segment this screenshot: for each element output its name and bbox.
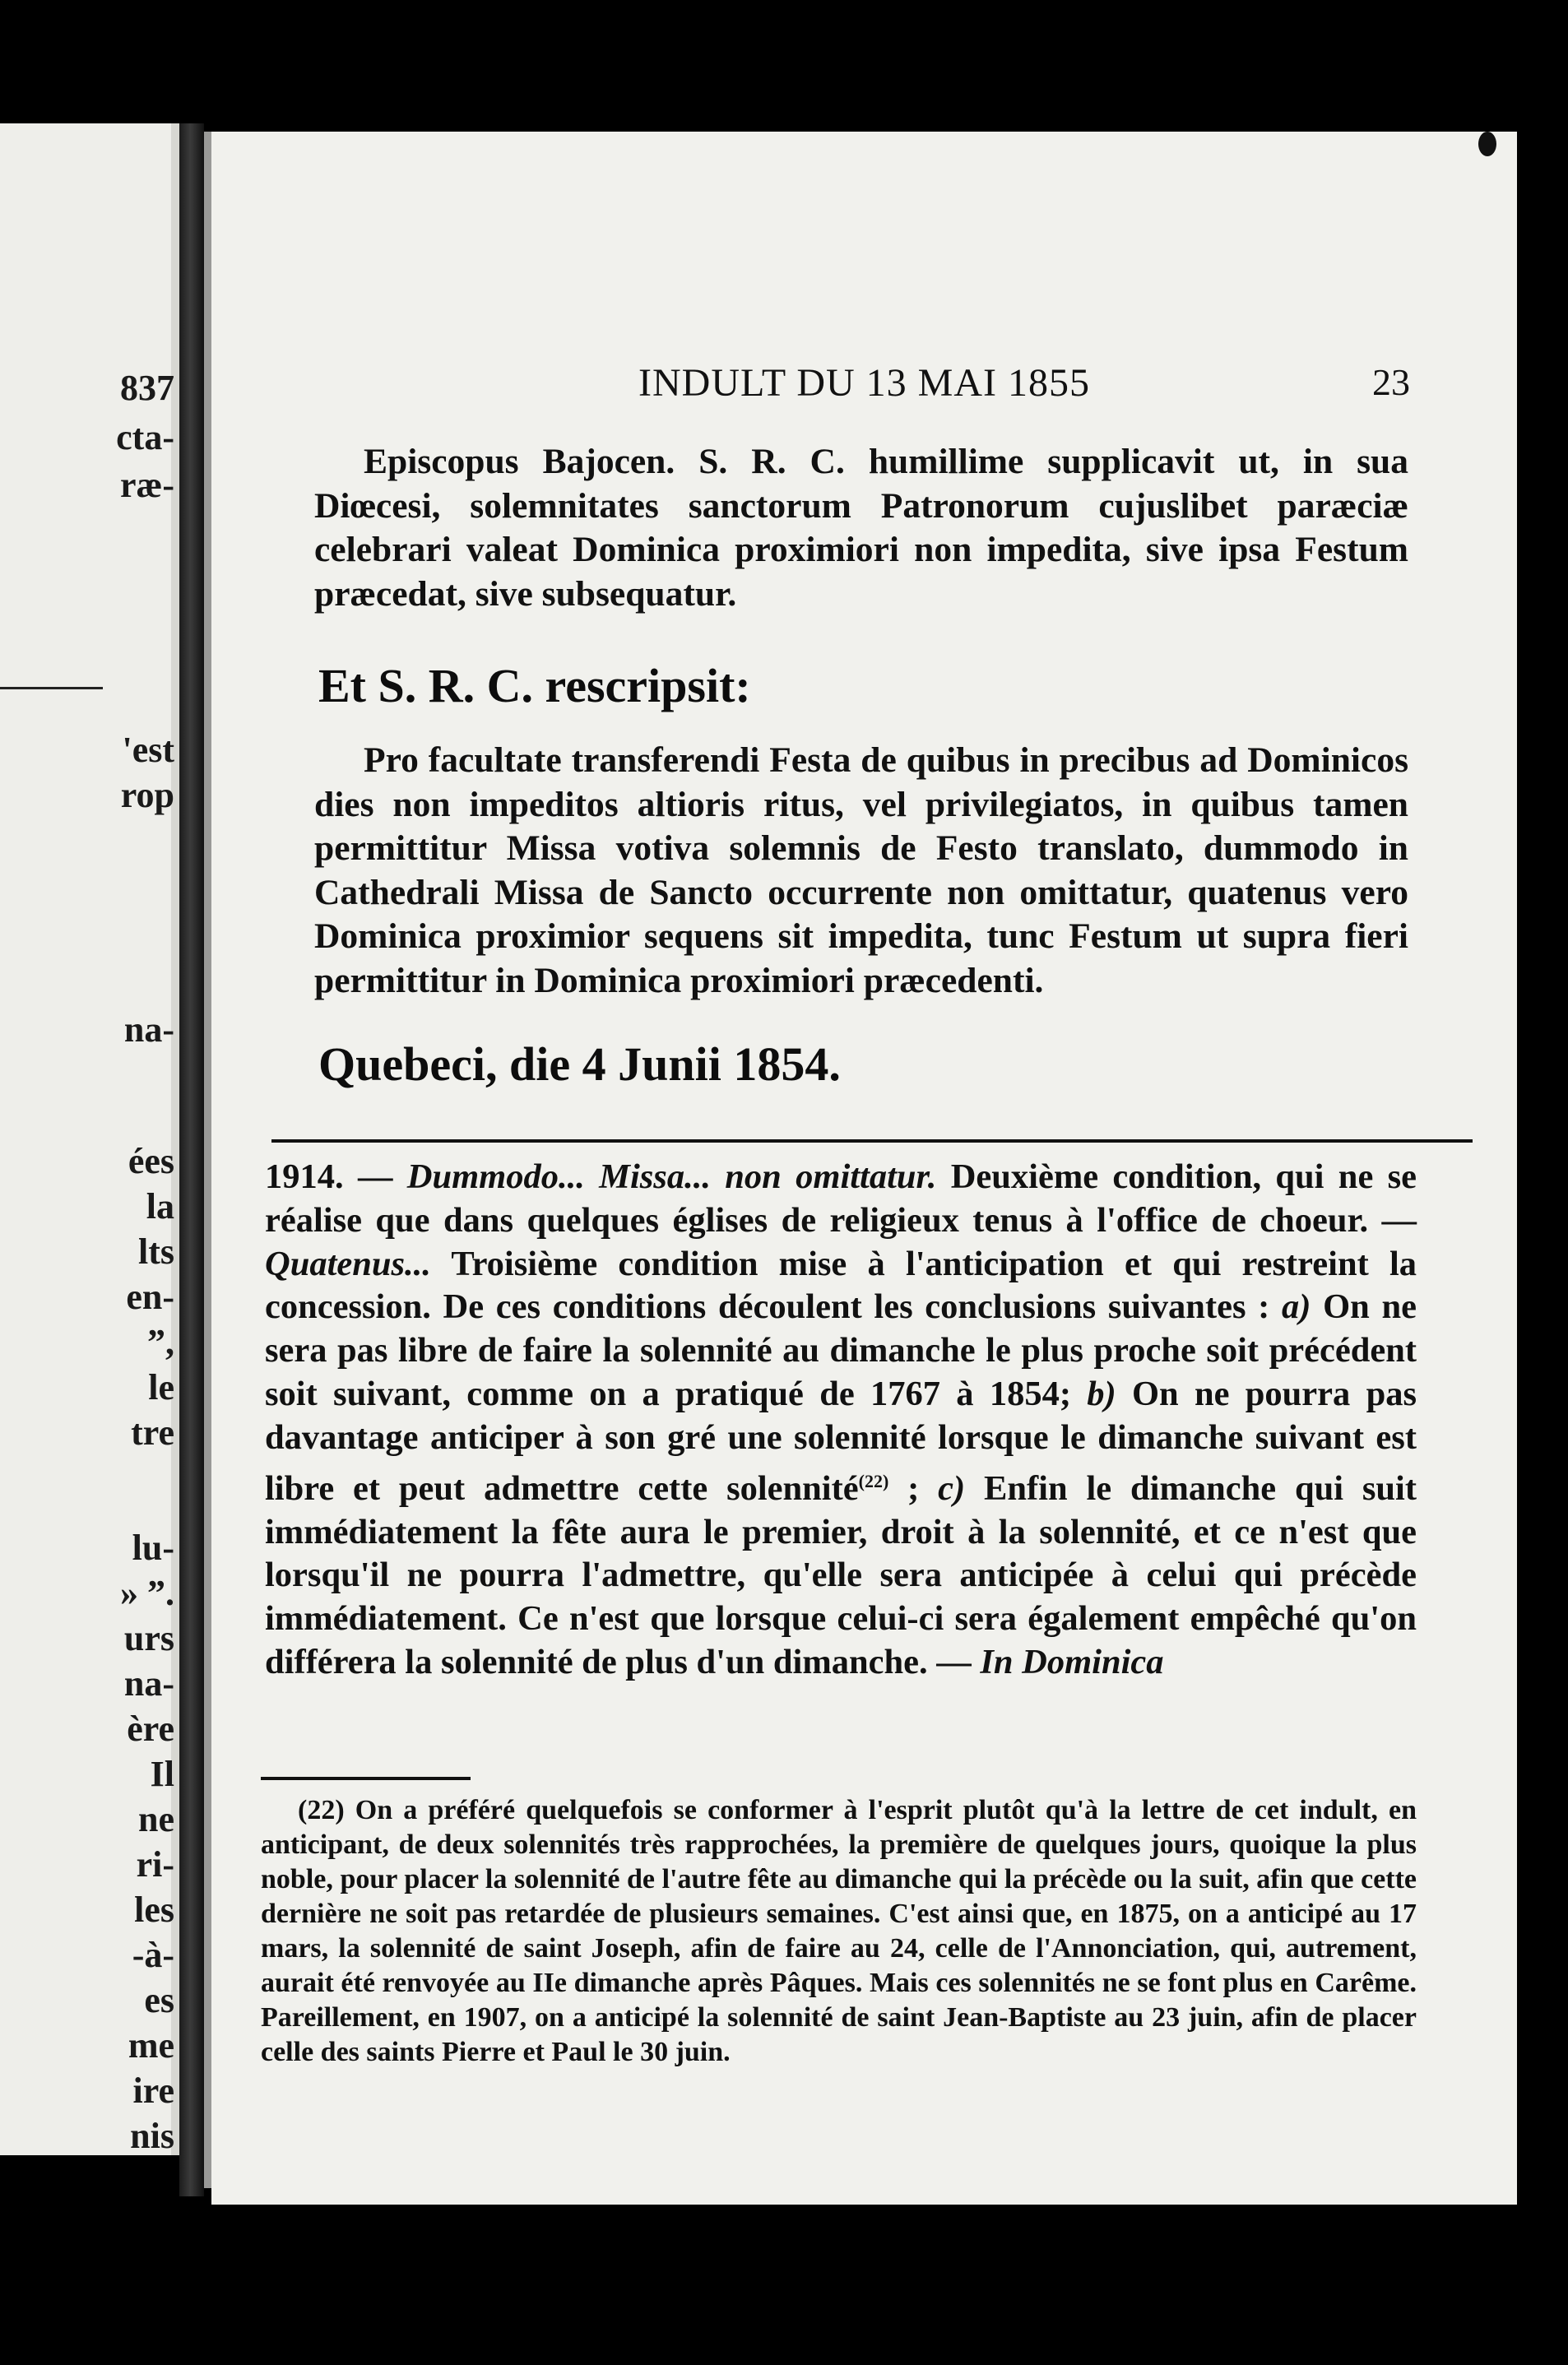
fragment: nis (130, 2116, 174, 2155)
footnote-text: (22) On a préféré quelquefois se conformer à l'esprit plutôt qu'à la lettre de cet indult, en anticipant, de deux solennités très rapprochées, la première de quelques jours, quoique la plus noble, pour placer la solennité de l'autre fête au dimanche qui la précède ou la suit, afin que cette dernière ne soit pas retardée de plusieurs semaines. C'est ainsi que, en 1875, on a anticipé au 17 mars, la solennité de saint Joseph, afin de faire au 24, celle de l'Annonciation, qui, autrement, aurait été renvoyée au IIe dimanche après Pâques. Mais ces solennités ne se font plus en Carême. Pareillement, en 1907, on a anticipé la solennité de saint Jean-Baptiste au 23 juin, afin de placer celle des saints Pierre et Paul le 30 juin. (261, 1795, 1417, 2067)
fragment: ræ- (120, 465, 174, 505)
page-edge (204, 132, 211, 2188)
fragment: ”, (147, 1322, 174, 1362)
commentary-text-part: On ne sera pas libre de faire la solennité au dimanche le plus proche soit précédent soit suivant, comme on a pratiqué de 1767 à 1854; (265, 1287, 1417, 1413)
footnote-reference: (22) (858, 1470, 889, 1491)
rescript-text: Pro facultate transferendi Festa de quibus in precibus ad Dominicos dies non impeditos altioris ritus, vel privilegiatos, in quibus tamen permittitur Missa votiva solemnis de Festo translato, dummodo in Cathedrali Missa de Sancto occurrente non omittatur, quatenus vero Dominica proximior sequens sit impedita, tunc Festum ut supra fieri permittitur in Dominica proximiori præcedenti. (314, 740, 1408, 1000)
commentary-text: 1914. — Dummodo... Missa... non omittatur. Deuxième condition, qui ne se réalise que dans quelques églises de religieux tenus à l'office de choeur. — Quatenus... Troisième condition mise à l'anticipation et qui restreint la concession. De ces conditions découlent les conclusions suivantes : a) On ne sera pas libre de faire la solennité au dimanche le plus proche soit précédent soit suivant, comme on a pratiqué de 1767 à 1854; b) On ne pourra pas davantage anticiper à son gré une solennité lorsque le dimanche suivant est libre et peut admettre cette solennité$^{(22)}$ ; c) Enfin le dimanche qui suit immédiatement la fête aura le premier, droit à la solennité, et ce n'est que lorsqu'il ne pourra l'admettre, qu'elle sera anticipée à celui qui précède immédiatement. Ce n'est que lorsque celui-ci sera également empêché qu'on différera la solennité de plus d'un dimanche. — In Dominica (265, 1157, 1417, 1681)
quoted-phrase: In Dominica (980, 1642, 1164, 1681)
fragment: na- (123, 1663, 174, 1704)
fragment: es (144, 1980, 174, 2020)
section-rule (271, 1139, 1473, 1143)
fragment: tre (131, 1412, 174, 1453)
fragment: les (134, 1890, 174, 1930)
fragment: me (128, 2025, 174, 2066)
fragment: ne (138, 1799, 174, 1839)
commentary-text-part: Deuxième condition, qui ne se réalise que dans quelques églises de religieux tenus à l'office de choeur. — (265, 1157, 1417, 1240)
fragment: cta- (116, 417, 174, 457)
date-line: Quebeci, die 4 Junii 1854. (318, 1037, 841, 1091)
fragment: ri- (136, 1844, 174, 1885)
fragment: en- (126, 1277, 174, 1317)
fragment: le (148, 1367, 174, 1407)
page-header (211, 360, 1517, 418)
fragment: ère (127, 1709, 174, 1749)
fragment: rop (120, 775, 174, 815)
rescript-paragraph (314, 739, 1408, 1003)
fragment: 837 (120, 368, 174, 408)
fragment: urs (123, 1618, 174, 1658)
list-marker: c) (938, 1468, 966, 1508)
quoted-phrase: Dummodo... Missa... non omittatur. (406, 1157, 937, 1196)
binding-gutter (179, 123, 204, 2196)
fragment: na- (123, 1009, 174, 1050)
previous-page-fragment (0, 123, 179, 2155)
fragment: la (146, 1186, 174, 1227)
fragment: Il (150, 1754, 174, 1794)
footnote-rule (261, 1777, 471, 1780)
fragment: ées (128, 1141, 174, 1181)
ink-spot (1478, 132, 1496, 156)
running-title: INDULT DU 13 MAI 1855 (638, 361, 1090, 405)
fragment: lu- (132, 1528, 174, 1568)
list-marker: a) (1282, 1287, 1311, 1327)
rescript-heading: Et S. R. C. rescripsit: (318, 659, 751, 712)
page-number: 23 (1372, 361, 1410, 403)
commentary-paragraph (265, 1156, 1417, 1685)
paragraph-number: 1914. — (265, 1157, 393, 1196)
fragment: » ”. (120, 1573, 174, 1613)
petition-text: Episcopus Bajocen. S. R. C. humillime supplicavit ut, in sua Diœcesi, solemnitates sanctorum Patronorum cujuslibet paræciæ celebrari valeat Dominica proximiori non impedita, sive ipsa Festum præcedat, sive subsequatur. (314, 442, 1408, 614)
commentary-text-part: Troisième condition mise à l'anticipation et qui restreint la concession. De ces conditions découlent les conclusions suivantes : (265, 1244, 1417, 1327)
commentary-text-part: On ne pourra pas davantage anticiper à son gré une solennité lorsque le dimanche suivant est libre et peut admettre cette solennité (265, 1374, 1417, 1508)
rule (0, 687, 103, 689)
footnote (261, 1793, 1417, 2070)
petition-paragraph (314, 440, 1408, 616)
list-marker: b) (1087, 1374, 1116, 1413)
commentary-text-part: Enfin le dimanche qui suit immédiatement la fête aura le premier, droit à la solennité, et ce n'est que lorsqu'il ne pourra l'admettre, qu'elle sera anticipée à celui qui précède immédiatement. Ce n'est que lorsque celui-ci sera également empêché qu'on différera la solennité de plus d'un dimanche. — (265, 1468, 1417, 1681)
fragment: ire (132, 2071, 174, 2111)
fragment: lts (138, 1231, 174, 1272)
fragment: 'est (122, 730, 174, 770)
quoted-phrase: Quatenus... (265, 1244, 431, 1283)
fragment: -à- (132, 1935, 174, 1975)
book-page (211, 132, 1517, 2205)
